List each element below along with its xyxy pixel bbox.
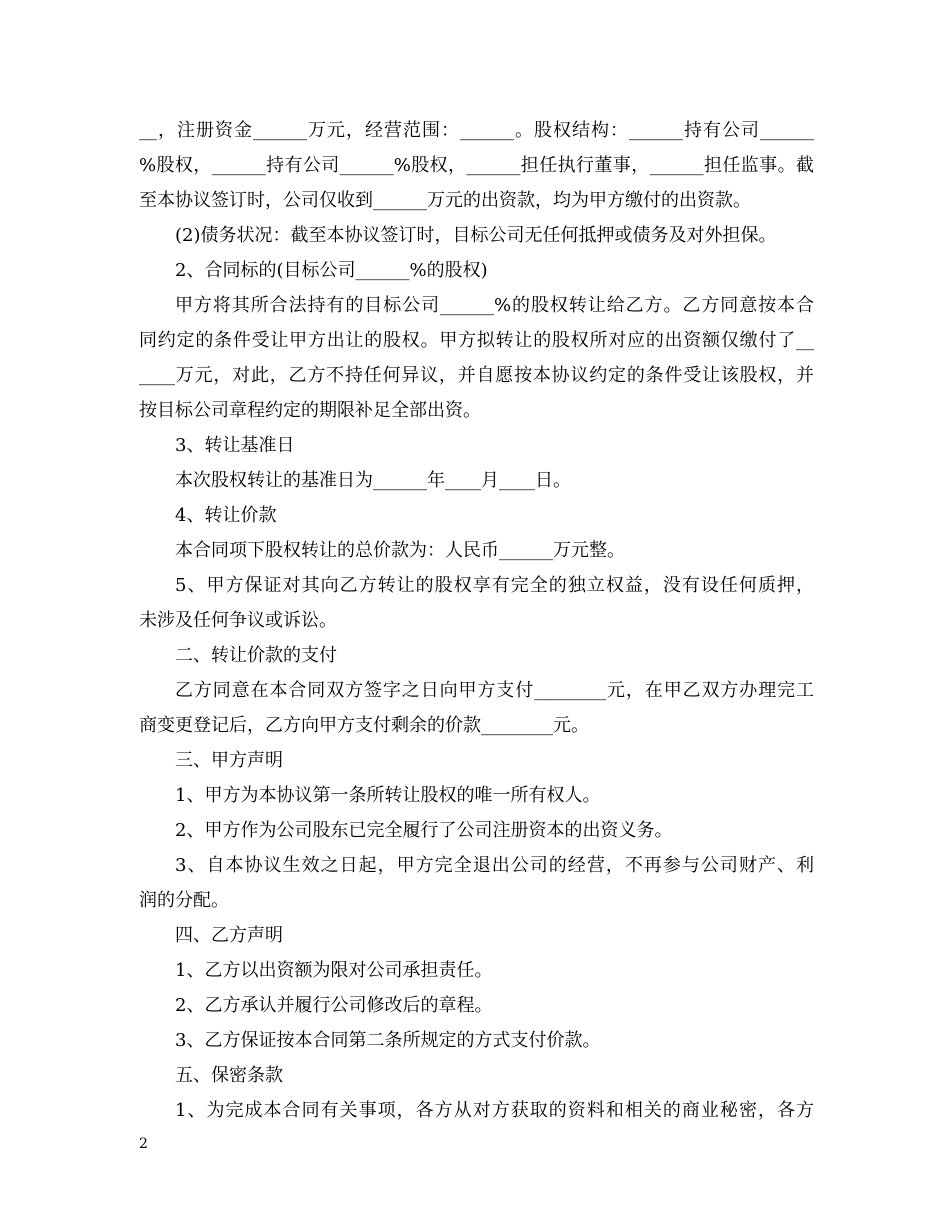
paragraph-line: 未涉及任何争议或诉讼。 [139,610,337,631]
paragraph-line: 1、乙方以出资额为限对公司承担责任。 [175,960,493,981]
paragraph-line: 1、为完成本合同有关事项，各方从对方获取的资料和相关的商业秘密，各方 [175,1100,814,1121]
section-heading: 4、转让价款 [175,505,277,526]
paragraph-line: 5、甲方保证对其向乙方转让的股权享有完全的独立权益，没有设任何质押， [175,575,814,596]
paragraph-line: 按目标公司章程约定的期限补足全部出资。 [139,400,481,421]
paragraph-line: 2、甲方作为公司股东已完全履行了公司注册资本的出资义务。 [175,820,673,841]
paragraph-line: 润的分配。 [139,890,229,911]
section-heading: 三、甲方声明 [175,750,283,771]
paragraph-line: 3、自本协议生效之日起，甲方完全退出公司的经营，不再参与公司财产、利 [175,855,814,876]
paragraph-line: 甲方将其所合法持有的目标公司______%的股权转让给乙方。乙方同意按本合 [175,295,814,316]
section-heading: 二、转让价款的支付 [175,645,337,666]
paragraph-line: 2、乙方承认并履行公司修改后的章程。 [175,995,493,1016]
paragraph-line: 1、甲方为本协议第一条所转让股权的唯一所有权人。 [175,785,601,806]
paragraph-line: %股权，______持有公司______%股权，______担任执行董事，______担任监事。截 [139,155,814,176]
paragraph-line: 至本协议签订时，公司仅收到______万元的出资款，均为甲方缴付的出资款。 [139,190,751,211]
section-heading: 2、合同标的(目标公司______%的股权) [175,260,488,281]
paragraph-line: (2)债务状况：截至本协议签订时，目标公司无任何抵押或债务及对外担保。 [175,225,777,246]
paragraph-line: 本合同项下股权转让的总价款为：人民币______万元整。 [175,540,625,561]
section-heading: 五、保密条款 [175,1065,283,1086]
section-heading: 四、乙方声明 [175,925,283,946]
section-heading: 3、转让基准日 [175,435,295,456]
paragraph-line: 商变更登记后，乙方向甲方支付剩余的价款________元。 [139,715,589,736]
document-page [139,113,814,1128]
paragraph-line: ____万元，对此，乙方不持任何异议，并自愿按本协议约定的条件受让该股权，并 [139,365,814,386]
paragraph-line: 本次股权转让的基准日为______年____月____日。 [175,470,571,491]
paragraph-line: 同约定的条件受让甲方出让的股权。甲方拟转让的股权所对应的出资额仅缴付了__ [139,330,814,351]
paragraph-line: 乙方同意在本合同双方签字之日向甲方支付________元，在甲乙双方办理完工 [175,680,814,701]
page-number: 2 [139,1136,148,1152]
paragraph-line: 3、乙方保证按本合同第二条所规定的方式支付价款。 [175,1030,601,1051]
paragraph-line: __，注册资金______万元，经营范围：______。股权结构：______持有公司______ [139,120,814,141]
